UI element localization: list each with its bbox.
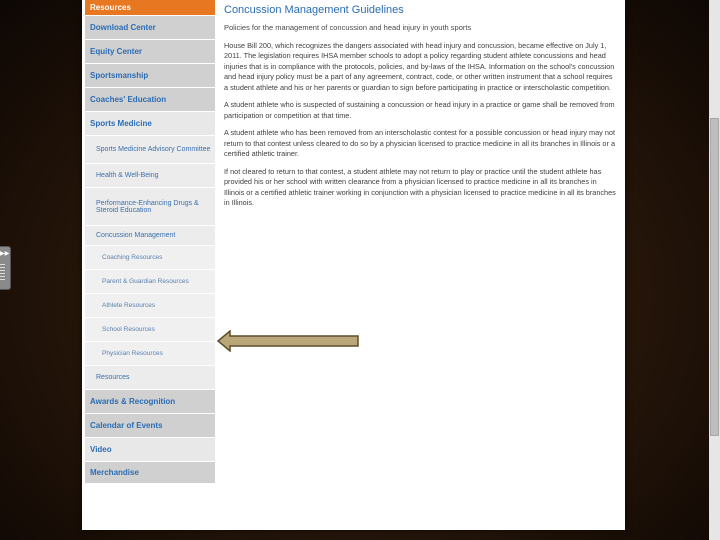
sidebar-item-download-center[interactable] (85, 16, 215, 40)
sidebar-item-label: Merchandise (90, 468, 139, 477)
sidebar-item-label: Calendar of Events (90, 421, 163, 430)
sidebar-item-parent-guardian-resources[interactable] (85, 270, 215, 294)
sidebar-item-resources[interactable] (85, 0, 215, 16)
sidebar-item-video[interactable] (85, 438, 215, 462)
sidebar-item-performance-enhancing-drugs-steroid-education[interactable] (85, 188, 215, 226)
double-chevron-icon: ▶▶ (0, 251, 10, 257)
left-arrow-icon (217, 330, 361, 352)
sidebar-item-sportsmanship[interactable] (85, 64, 215, 88)
page-subtitle: Policies for the management of concussion and head injury in youth sports (224, 23, 472, 32)
sidebar-item-calendar-of-events[interactable] (85, 414, 215, 438)
sidebar-item-coaches-education[interactable] (85, 88, 215, 112)
sidebar-item-label: Health & Well-Being (96, 172, 159, 179)
sidebar-item-label: Video (90, 445, 112, 454)
sidebar-item-label: Coaching Resources (102, 254, 163, 261)
sidebar-item-label: Download Center (90, 23, 156, 32)
sidebar-item-label: Resources (96, 374, 130, 381)
sidebar-item-school-resources[interactable] (85, 318, 215, 342)
scrollbar-thumb[interactable] (710, 118, 719, 436)
sidebar-item-merchandise[interactable] (85, 462, 215, 484)
sidebar-item-equity-center[interactable] (85, 40, 215, 64)
sidebar-nav (85, 0, 215, 484)
sidebar-item-health-well-being[interactable] (85, 164, 215, 188)
paragraph-clearance: If not cleared to return to that contest, a student athlete may not return to play or practice until the student athlete has provided his or her school with written clearance from a physician licensed to practice medicine in all its branches in Illinois or a certified athletic trainer working in conjunction with a physician licensed to practice medicine in all its branches in Illinois. (224, 166, 616, 207)
sidebar-item-label: Awards & Recognition (90, 397, 176, 406)
sidebar-item-label: School Resources (102, 326, 155, 333)
sidebar-item-label: Equity Center (90, 47, 143, 56)
sidebar-item-resources-sub[interactable] (85, 366, 215, 390)
sidebar-item-label: Concussion Management (96, 232, 176, 239)
sidebar-item-label: Sportsmanship (90, 71, 149, 80)
sidebar-item-label: Performance-Enhancing Drugs & Steroid Education (96, 199, 199, 214)
sidebar-item-label: Athlete Resources (102, 302, 156, 309)
sidebar-item-physician-resources[interactable] (85, 342, 215, 366)
sidebar-item-label: Sports Medicine (90, 119, 152, 128)
sidebar-item-label: Coaches' Education (90, 95, 167, 104)
main-content (224, 4, 616, 216)
sidebar-item-concussion-management[interactable] (85, 226, 215, 246)
sidebar-item-label: Resources (90, 3, 131, 12)
sidebar-item-label: Sports Medicine Advisory Committee (96, 146, 211, 153)
sidebar-item-sports-medicine-advisory-committee[interactable] (85, 136, 215, 164)
sidebar-item-label: Physician Resources (102, 350, 163, 357)
vertical-scrollbar[interactable] (709, 0, 720, 540)
paragraph-removal: A student athlete who is suspected of sustaining a concussion or head injury in a practice or game shall be removed from participation or competition at that time. (224, 100, 615, 120)
sidebar-item-awards-recognition[interactable] (85, 390, 215, 414)
sidebar-item-coaching-resources[interactable] (85, 246, 215, 270)
paragraph-legislation: House Bill 200, which recognizes the dangers associated with head injury and concussion, became effective on July 1, 2011. The legislation requires IHSA member schools to adopt a policy regarding student athlete concussions and head injuries that is in compliance with the protocols, policies, and by-laws of the IHSA. Information on the school's concussion and head injury policy must be a part of any agreement, contract, code, or other written instrument that a school requires a student athlete and his or her parents or guardian to sign before participating in practice or interscholastic competition. (224, 40, 615, 92)
sidebar-item-athlete-resources[interactable] (85, 294, 215, 318)
side-panel-handle[interactable] (0, 246, 11, 290)
page-title: Concussion Management Guidelines (224, 4, 404, 16)
sidebar-item-label: Parent & Guardian Resources (102, 278, 189, 285)
paragraph-return-contest: A student athlete who has been removed from an interscholastic contest for a possible concussion or head injury may not return to that contest unless cleared to do so by a physician licensed to practice medicine in all its branches in Illinois or a certified athletic trainer. (224, 128, 616, 158)
grip-icon (0, 264, 5, 282)
sidebar-item-sports-medicine[interactable] (85, 112, 215, 136)
